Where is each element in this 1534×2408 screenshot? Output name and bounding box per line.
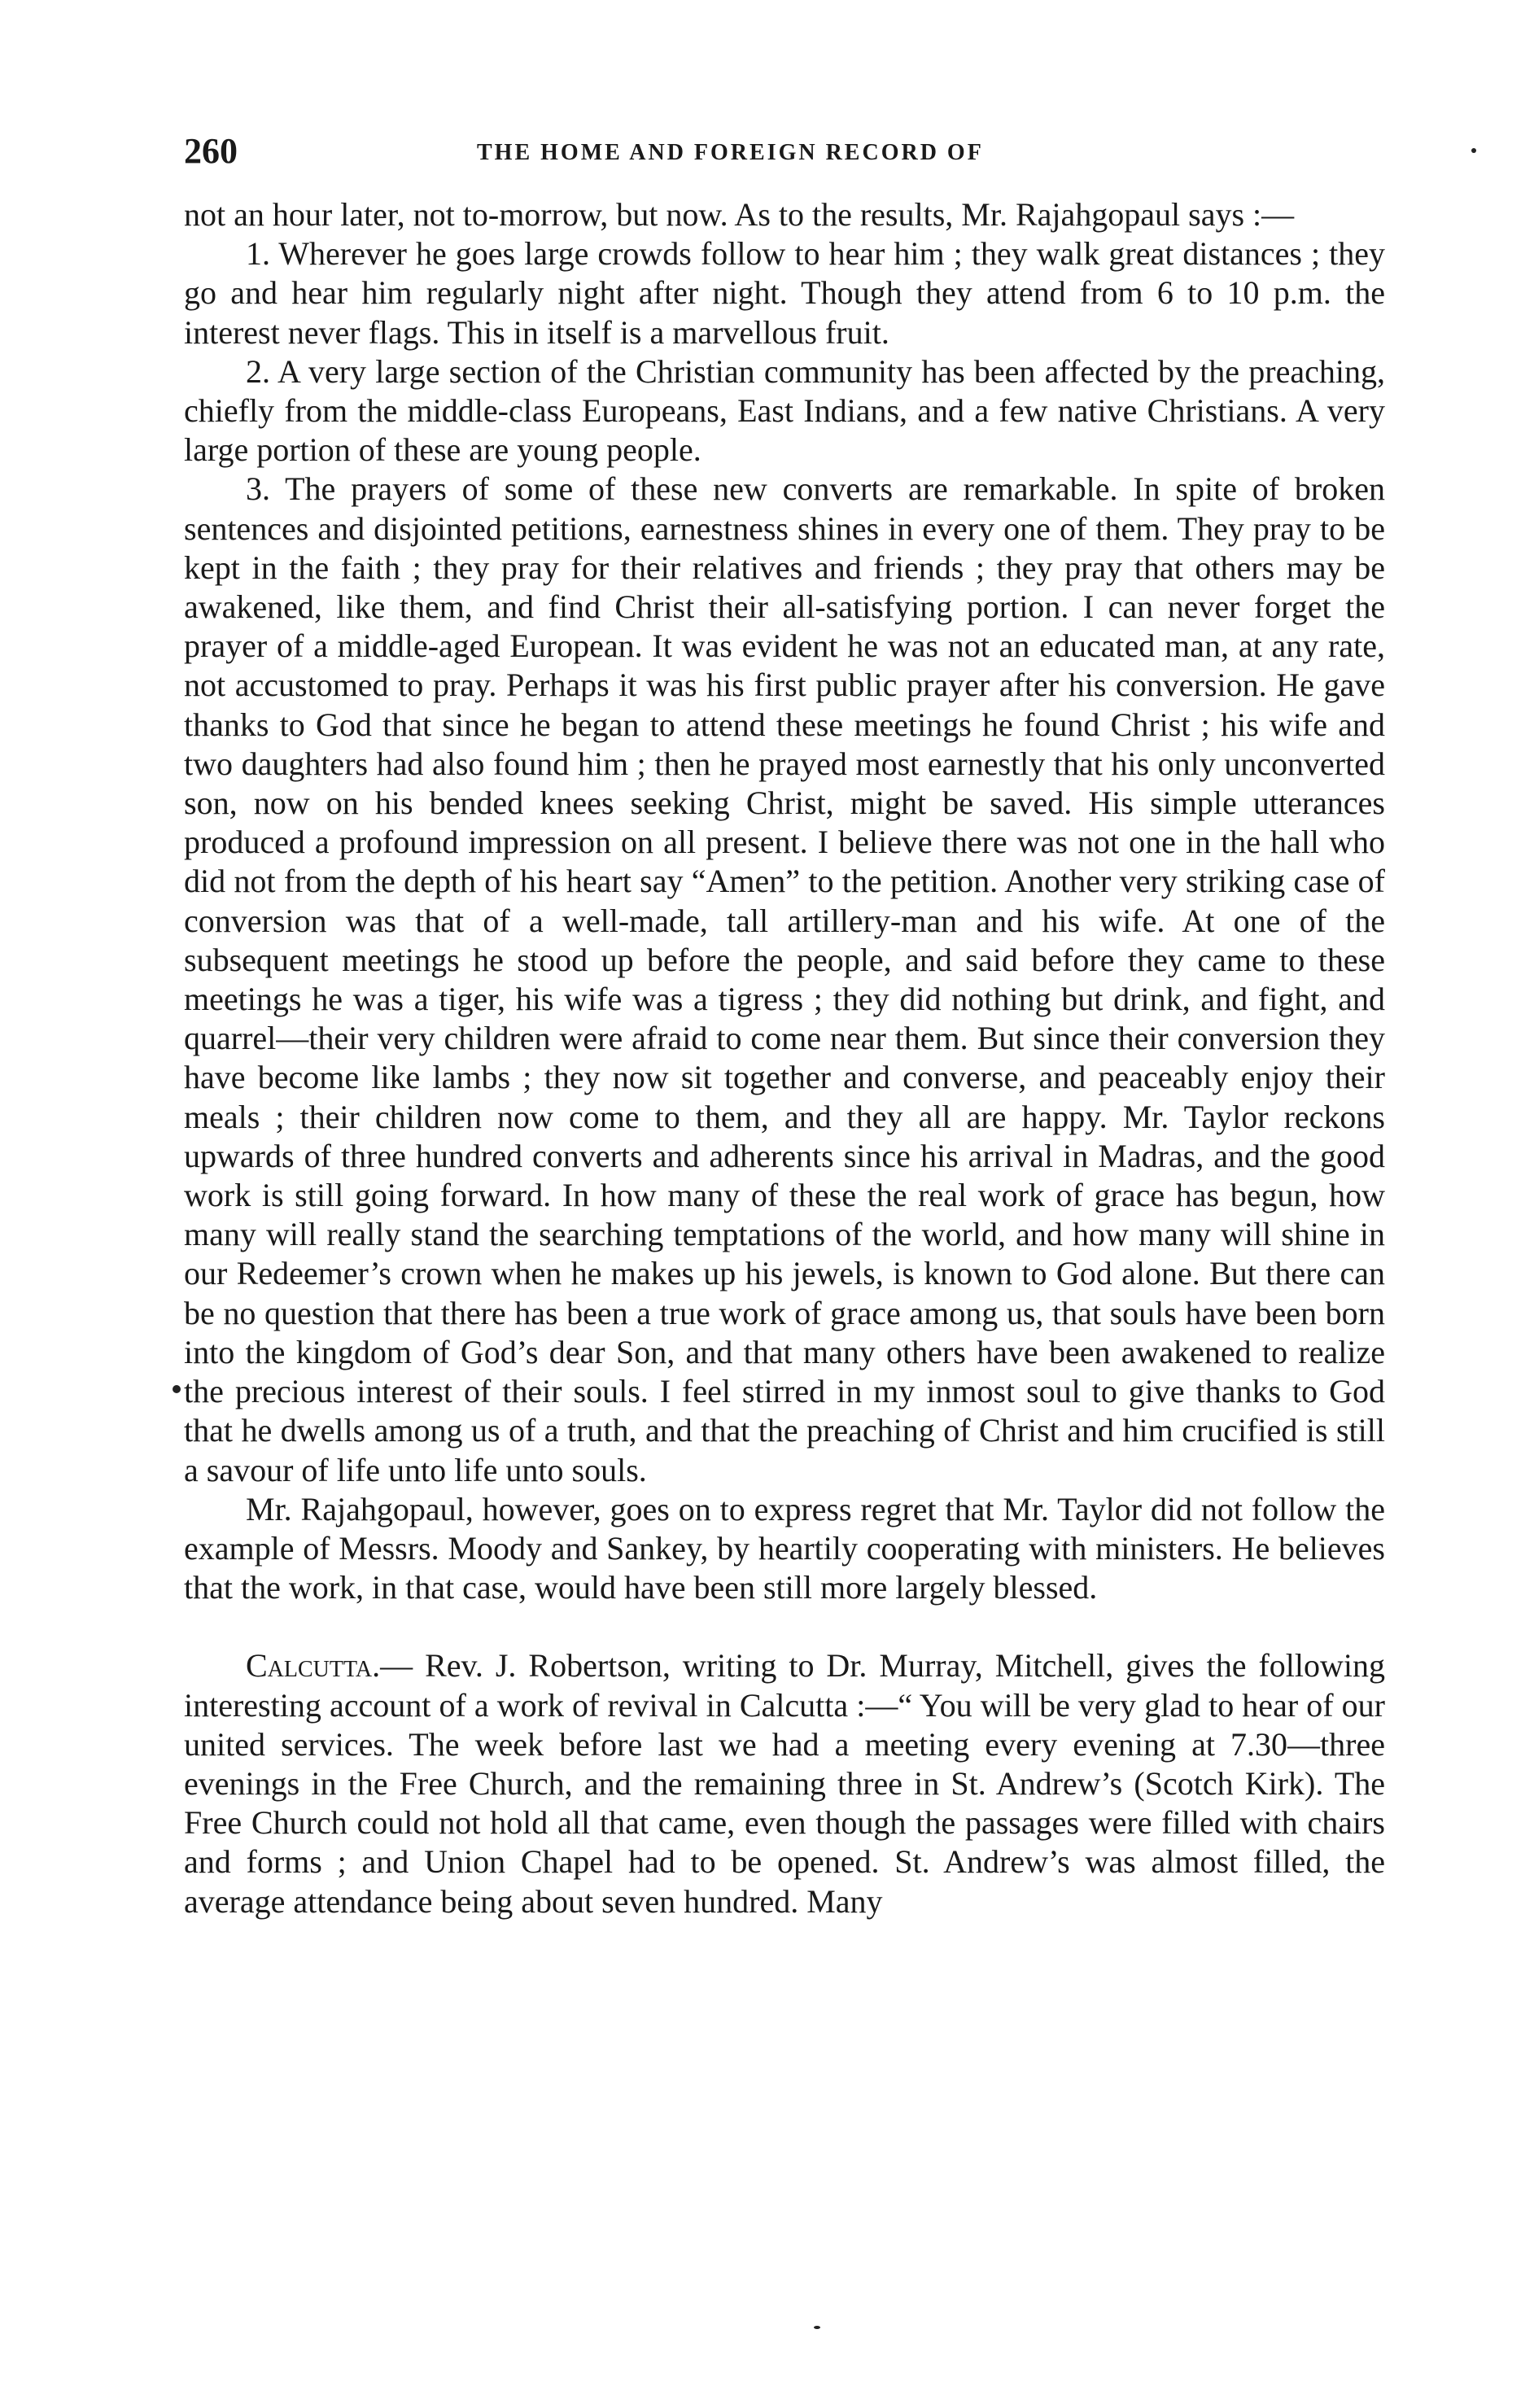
margin-mark	[814, 2326, 820, 2329]
paragraph-calcutta-text: — Rev. J. Robertson, writing to Dr. Murray, Mitchell, gives the following interesting account of a work of revival in Calcutta :—“ You will be very glad to hear of our united services. The week before last we had a meeting every evening at 7.30—three evenings in the Free Church, and the remaining three in St. Andrew’s (Scotch Kirk). The Free Church could not hold all that came, even though the passages were filled with chairs and forms ; and Union Chapel had to be opened. St. Andrew’s was almost filled, the average attendance being about seven hundred. Many	[184, 1647, 1385, 1920]
margin-mark	[173, 1385, 181, 1393]
running-head: THE HOME AND FOREIGN RECORD OF	[477, 140, 984, 165]
page-number: 260	[184, 131, 238, 171]
paragraph-point-3: 3. The prayers of some of these new converts are remarkable. In spite of broken sentences and disjointed petitions, earnestness shines in every one of them. They pray to be kept in the faith ; they pray for their relatives and friends ; they pray that others may be awakened, like them, and find Christ their all-satisfying portion. I can never forget the prayer of a middle-aged European. It was evident he was not an educated man, at any rate, not accustomed to pray. Perhaps it was his first public prayer after his conversion. He gave thanks to God that since he began to attend these meetings he found Christ ; his wife and two daughters had also found him ; then he prayed most earnestly that his only unconverted son, now on his bended knees seeking Christ, might be saved. His simple utterances produced a profound impression on all present. I believe there was not one in the hall who did not from the depth of his heart say “Amen” to the petition. Another very striking case of conversion was that of a well-made, tall artillery-man and his wife. At one of the subsequent meetings he stood up before the people, and said before they came to these meetings he was a tiger, his wife was a tigress ; they did nothing but drink, and fight, and quarrel—their very children were afraid to come near them. But since their conversion they have become like lambs ; they now sit together and converse, and peaceably enjoy their meals ; their children now come to them, and they all are happy. Mr. Taylor reckons upwards of three hundred converts and adherents since his arrival in Madras, and the good work is still going forward. In how many of these the real work of grace has begun, how many will really stand the searching temptations of the world, and how many will shine in our Redeemer’s crown when he makes up his jewels, is known to God alone. But there can be no question that there has been a true work of grace among us, that souls have been born into the kingdom of God’s dear Son, and that many others have been awakened to realize the precious interest of their souls. I feel stirred in my inmost soul to give thanks to God that he dwells among us of a truth, and that the preaching of Christ and him crucified is still a savour of life unto life unto souls.	[184, 470, 1385, 1488]
margin-mark	[1471, 148, 1476, 153]
paragraph-rajahgopaul-regret: Mr. Rajahgopaul, however, goes on to express regret that Mr. Taylor did not follow the example of Messrs. Moody and Sankey, by heartily cooperating with ministers. He believes that the work, in that case, would have been still more largely blessed.	[184, 1490, 1385, 1606]
paragraph-calcutta	[184, 1646, 1385, 1921]
paragraph-continuation: not an hour later, not to-morrow, but now. As to the results, Mr. Rajahgopaul says :—	[184, 196, 1295, 233]
paragraph-point-1: 1. Wherever he goes large crowds follow to hear him ; they walk great distances ; they go and hear him regularly night after night. Though they attend from 6 to 10 p.m. the interest never flags. This in itself is a marvellous fruit.	[184, 235, 1385, 351]
body-text	[184, 195, 1385, 1921]
page-header	[184, 130, 1409, 179]
section-lead-calcutta: Calcutta.	[246, 1647, 381, 1685]
paragraph-point-2: 2. A very large section of the Christian community has been affected by the preaching, chiefly from the middle-class Europeans, East Indians, and a few native Christians. A very large portion of these are young people.	[184, 352, 1385, 469]
